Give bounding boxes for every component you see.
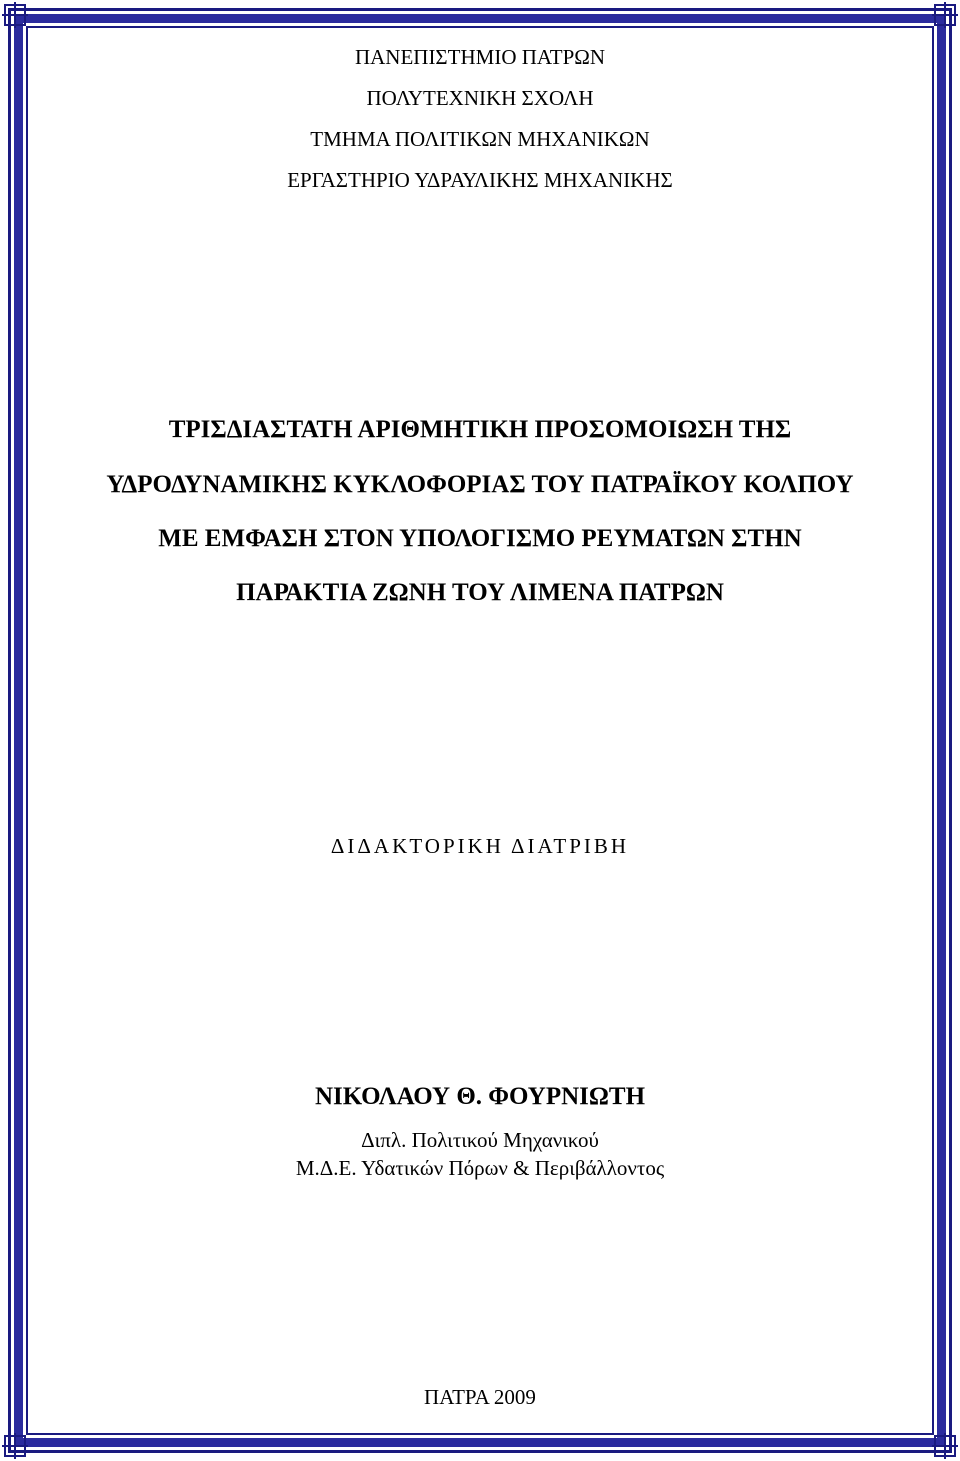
thesis-title-line-2: ΥΔΡΟΔΥΝΑΜΙΚΗΣ ΚΥΚΛΟΦΟΡΙΑΣ ΤΟΥ ΠΑΤΡΑΪΚΟΥ ΚΟΛΠΟΥ [106, 471, 854, 498]
author-degree-2: Μ.Δ.Ε. Υδατικών Πόρων & Περιβάλλοντος [295, 1156, 665, 1180]
school-name: ΠΟΛΥΤΕΧΝΙΚΗ ΣΧΟΛΗ [366, 86, 594, 110]
university-name: ΠΑΝΕΠΙΣΤΗΜΙΟ ΠΑΤΡΩΝ [354, 45, 606, 69]
corner-ornament-bottom-left [2, 1433, 28, 1459]
author-name: ΝΙΚΟΛΑΟΥ Θ. ΦΟΥΡΝΙΩΤΗ [314, 1083, 646, 1110]
thesis-title-line-1: ΤΡΙΣΔΙΑΣΤΑΤΗ ΑΡΙΘΜΗΤΙΚΗ ΠΡΟΣΟΜΟΙΩΣΗ ΤΗΣ [168, 416, 792, 443]
corner-ornament-top-left [2, 2, 28, 28]
thesis-title-line-4: ΠΑΡΑΚΤΙΑ ΖΩΝΗ ΤΟΥ ΛΙΜΕΝΑ ΠΑΤΡΩΝ [236, 579, 724, 606]
corner-ornament-top-right [932, 2, 958, 28]
page-border-inner [26, 26, 934, 1435]
author-degree-1: Διπλ. Πολιτικού Μηχανικού [361, 1128, 599, 1152]
corner-ornament-bottom-right [932, 1433, 958, 1459]
place-year: ΠΑΤΡΑ 2009 [424, 1385, 536, 1409]
department-name: ΤΜΗΜΑ ΠΟΛΙΤΙΚΩΝ ΜΗΧΑΝΙΚΩΝ [310, 127, 650, 151]
laboratory-name: ΕΡΓΑΣΤΗΡΙΟ ΥΔΡΑΥΛΙΚΗΣ ΜΗΧΑΝΙΚΗΣ [287, 168, 673, 192]
thesis-title-line-3: ΜΕ ΕΜΦΑΣΗ ΣΤΟΝ ΥΠΟΛΟΓΙΣΜΟ ΡΕΥΜΑΤΩΝ ΣΤΗΝ [158, 525, 802, 552]
document-type: ΔΙΔΑΚΤΟΡΙΚΗ ΔΙΑΤΡΙΒΗ [330, 834, 630, 858]
